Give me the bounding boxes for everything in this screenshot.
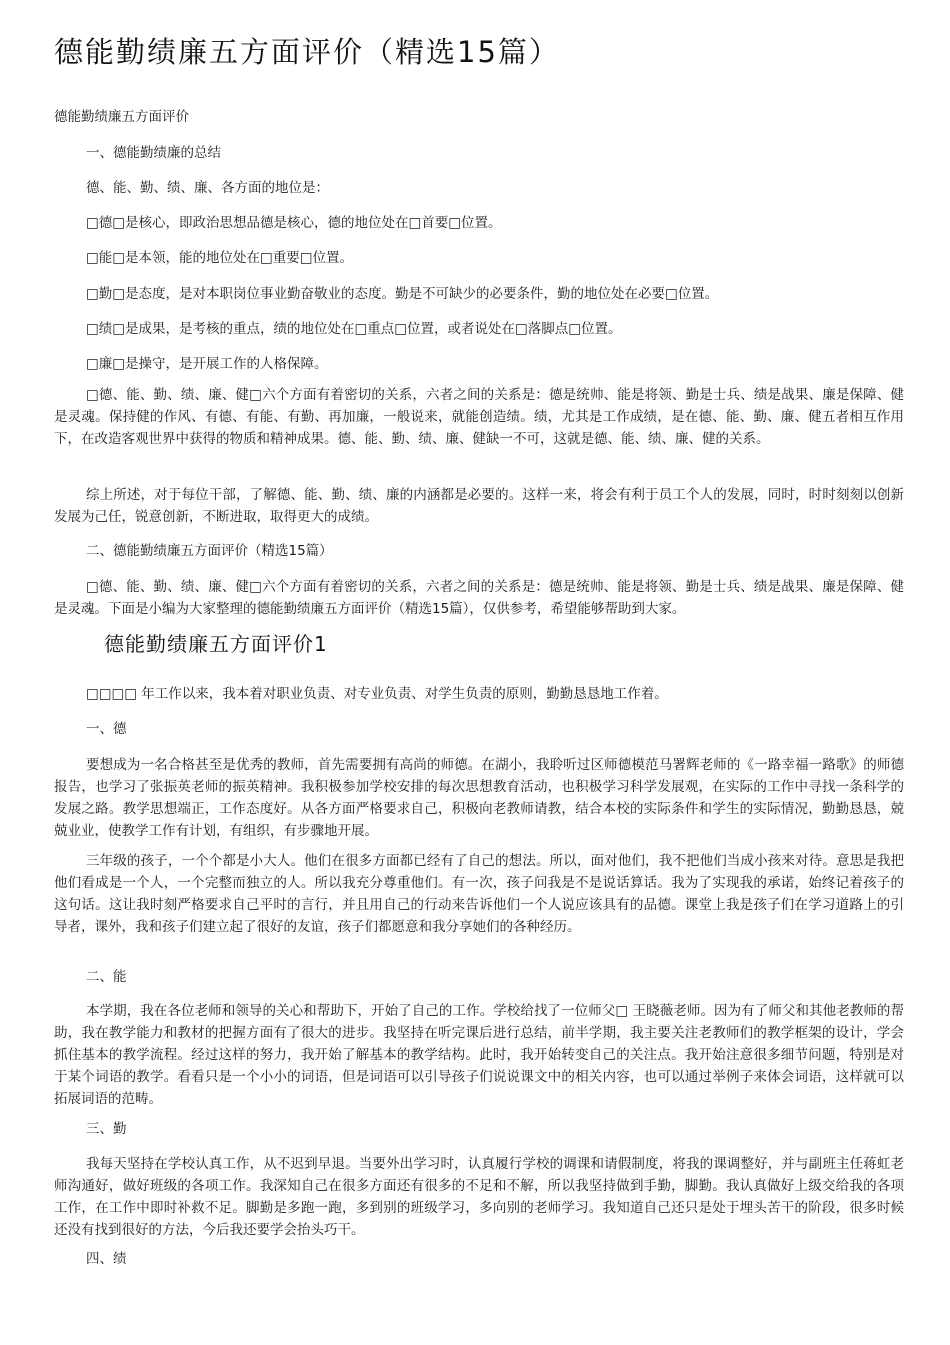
intro-heading: 德能勤绩廉五方面评价 xyxy=(54,109,189,125)
article1-title: 德能勤绩廉五方面评价1 xyxy=(104,632,328,656)
status-intro: 德、能、勤、绩、廉、各方面的地位是： xyxy=(86,180,329,196)
article1-heading-ji: 四、绩 xyxy=(86,1251,127,1267)
item-de: □德□是核心，即政治思想品德是核心，德的地位处在□首要□位置。 xyxy=(86,215,502,231)
article1-de-paragraph-2: 三年级的孩子，一个个都是小大人。他们在很多方面都已经有了自己的想法。所以，面对他们，我不把他们当成小孩来对待。意思是我把他们看成是一个人，一个完整而独立的人。所以我充分尊重他们。有一次，孩子问我是不是说话算话。我为了实现我的承诺，始终记着孩子的这句话。这让我时刻严格要求自己平时的言行，并且用自己的行动来告诉他们一个人说应该具有的品德。课堂上我是孩子们在学习道路上的引导者，课外，我和孩子们建立起了很好的友谊，孩子们都愿意和我分享她们的各种经历。 xyxy=(54,853,904,935)
article1-heading-qin: 三、勤 xyxy=(86,1121,127,1137)
summary-paragraph: 综上所述，对于每位干部，了解德、能、勤、绩、廉的内涵都是必要的。这样一来，将会有利于员工个人的发展，同时，时时刻刻以创新发展为己任，锐意创新，不断进取，取得更大的成绩。 xyxy=(54,487,904,525)
item-qin: □勤□是态度，是对本职岗位事业勤奋敬业的态度。勤是不可缺少的必要条件，勤的地位处在必要□位置。 xyxy=(86,286,719,302)
section2-heading: 二、德能勤绩廉五方面评价（精选15篇） xyxy=(86,543,333,559)
item-neng: □能□是本领，能的地位处在□重要□位置。 xyxy=(86,250,354,266)
item-lian: □廉□是操守，是开展工作的人格保障。 xyxy=(86,356,328,372)
item-ji: □绩□是成果，是考核的重点，绩的地位处在□重点□位置，或者说处在□落脚点□位置。 xyxy=(86,321,622,337)
article1-heading-neng: 二、能 xyxy=(86,969,127,985)
relation-paragraph: □德、能、勤、绩、廉、健□六个方面有着密切的关系，六者之间的关系是：德是统帅、能是将领、勤是士兵、绩是战果、廉是保障、健是灵魂。保持健的作风、有德、有能、有勤、再加廉，一般说来，就能创造绩。绩，尤其是工作成绩，是在德、能、勤、廉、健五者相互作用下，在改造客观世界中获得的物质和精神成果。德、能、勤、绩、廉、健缺一不可，这就是德、能、绩、廉、健的关系。 xyxy=(54,387,904,447)
article1-de-paragraph-1: 要想成为一名合格甚至是优秀的教师，首先需要拥有高尚的师德。在湖小，我聆听过区师德模范马署辉老师的《一路幸福一路歌》的师德报告，也学习了张振英老师的振英精神。我积极参加学校安排的每次思想教育活动，也积极学习科学发展观，在实际的工作中寻找一条科学的发展之路。教学思想端正，工作态度好。从各方面严格要求自己，积极向老教师请教，结合本校的实际条件和学生的实际情况，勤勤恳恳，兢兢业业，使教学工作有计划，有组织，有步骤地开展。 xyxy=(54,757,904,839)
article1-neng-paragraph: 本学期，我在各位老师和领导的关心和帮助下，开始了自己的工作。学校给找了一位师父□ 王晓薇老师。因为有了师父和其他老教师的帮助，我在教学能力和教材的把握方面有了很大的进步。我坚持在听完课后进行总结，前半学期，我主要关注老教师们的教学框架的设计，学会抓住基本的教学流程。经过这样的努力，我开始了解基本的教学结构。此时，我开始转变自己的关注点。我开始注意很多细节问题，特别是对于某个词语的教学。看看只是一个小小的词语，但是词语可以引导孩子们说说课文中的相关内容，也可以通过举例子来体会词语，这样就可以拓展词语的范畴。 xyxy=(54,1003,904,1107)
section1-heading: 一、德能勤绩廉的总结 xyxy=(86,145,221,161)
article1-intro: □□□□ 年工作以来，我本着对职业负责、对专业负责、对学生负责的原则，勤勤恳恳地工作着。 xyxy=(86,686,668,702)
section2-paragraph: □德、能、勤、绩、廉、健□六个方面有着密切的关系，六者之间的关系是：德是统帅、能是将领、勤是士兵、绩是战果、廉是保障、健是灵魂。下面是小编为大家整理的德能勤绩廉五方面评价（精选15篇），仅供参考，希望能够帮助到大家。 xyxy=(54,579,904,617)
document-title: 德能勤绩廉五方面评价（精选15篇） xyxy=(54,35,560,69)
article1-qin-paragraph: 我每天坚持在学校认真工作，从不迟到早退。当要外出学习时，认真履行学校的调课和请假制度，将我的课调整好，并与副班主任蒋虹老师沟通好，做好班级的各项工作。我深知自己在很多方面还有很多的不足和不解，所以我坚持做到手勤，脚勤。我认真做好上级交给我的各项工作，在工作中即时补救不足。脚勤是多跑一跑，多到别的班级学习，多向别的老师学习。我知道自己还只是处于埋头苦干的阶段，很多时候还没有找到很好的方法，今后我还要学会抬头巧干。 xyxy=(54,1156,904,1238)
article1-heading-de: 一、德 xyxy=(86,721,127,737)
